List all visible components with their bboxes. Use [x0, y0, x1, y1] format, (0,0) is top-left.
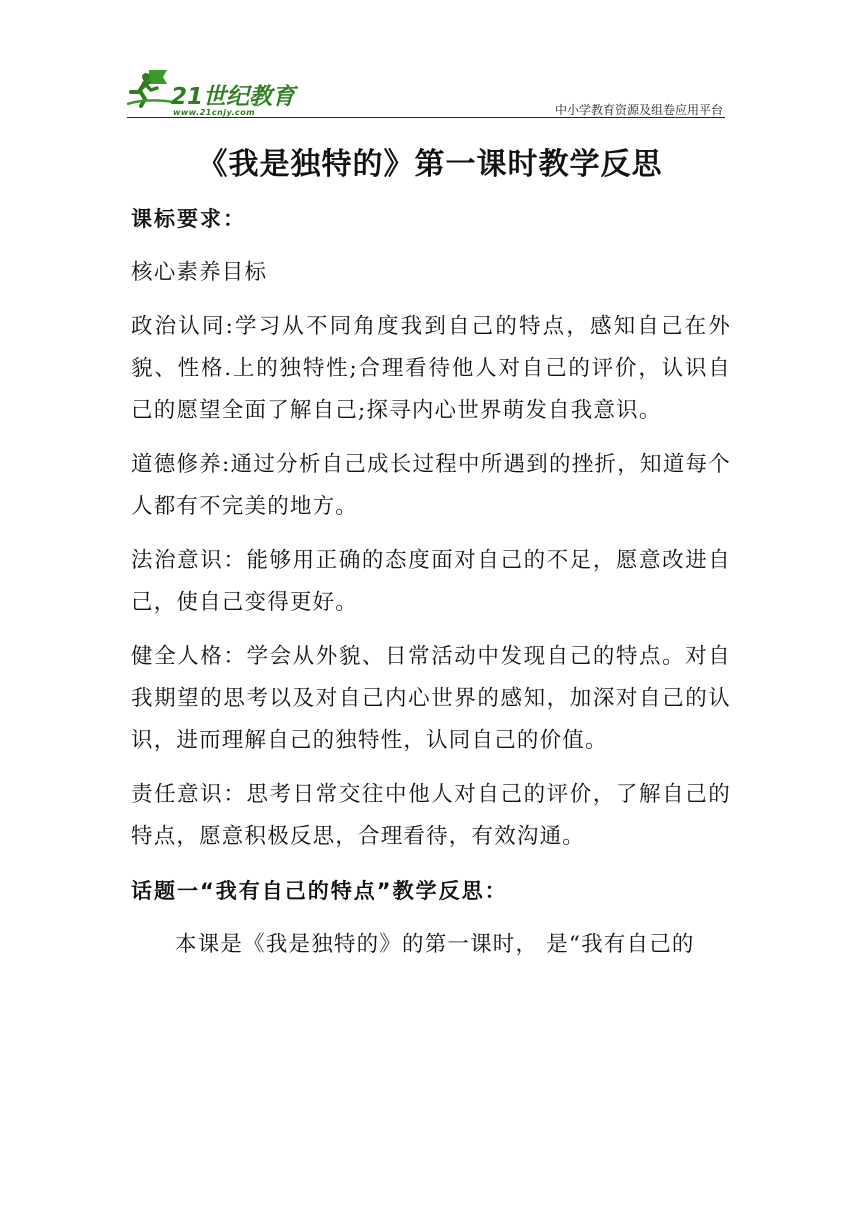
legal-paragraph: 法治意识：能够用正确的态度面对自己的不足，愿意改进自己，使自己变得更好。 [131, 548, 731, 615]
personality-paragraph: 健全人格：学会从外貌、日常活动中发现自己的特点。对自我期望的思考以及对自己内心世界的感知，加深对自己的认识，进而理解自己的独特性，认同自己的价值。 [131, 644, 731, 753]
political-paragraph: 政治认同:学习从不同角度我到自己的特点，感知自己在外貌、性格.上的独特性;合理看待他人对自己的评价，认识自己的愿望全面了解自己;探寻内心世界萌发自我意识。 [131, 314, 731, 423]
topic-heading: 话题一“我有自己的特点”教学反思： [131, 879, 508, 903]
header-tagline: 中小学教育资源及组卷应用平台 [554, 103, 723, 117]
standards-heading: 课标要求： [131, 207, 246, 231]
logo-url: www.21cnjy.com [173, 108, 256, 117]
intro-paragraph: 本课是《我是独特的》的第一课时， 是“我有自己的 [175, 932, 695, 957]
moral-paragraph: 道德修养:通过分析自己成长过程中所遇到的挫折，知道每个人都有不完美的地方。 [131, 452, 731, 519]
page-header [127, 62, 725, 120]
logo-text: 21世纪教育 [171, 84, 296, 110]
document-title: 《我是独特的》第一课时教学反思 [197, 147, 663, 182]
document-body [131, 198, 731, 978]
responsibility-paragraph: 责任意识：思考日常交往中他人对自己的评价，了解自己的特点，愿意积极反思，合理看待，有效沟通。 [131, 782, 731, 849]
header-divider [127, 117, 725, 118]
site-logo[interactable] [127, 68, 297, 120]
running-figure-icon [127, 68, 175, 108]
core-goal-label: 核心素养目标 [131, 260, 268, 285]
